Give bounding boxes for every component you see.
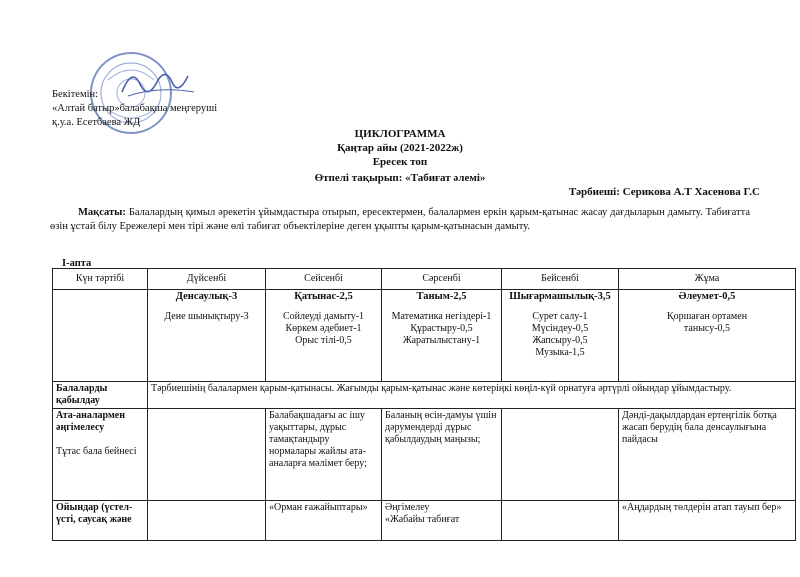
subject-title: Шығармашылық-3,5 [509,291,611,302]
subject-line: Сурет салу-1 [532,311,588,322]
doc-group: Ересек топ [372,156,428,168]
col-header: Сәрсенбі [382,269,502,290]
goal-text: Балалардың қимыл әрекетін ұйымдастыра отырып, ересектермен, балалармен еркін қарым-қатынас жасау дағдыларын дамыту. Табиғатта өзін ұстай білу Ережелері мен тірі және өлі табиғат объектілеріне деген ұқыпты қарым-қатынасын дамыту. [50,207,751,232]
col-header: Жұма [619,269,796,290]
subject-line: Жаратылыстану-1 [402,335,481,346]
table-cell [148,501,266,541]
table-row [53,409,796,501]
col-header: Бейсенбі [502,269,619,290]
col-header: Күн тәртібі [53,269,148,290]
subject-title: Денсаулық-3 [175,291,238,302]
schedule-table [52,268,796,541]
approval-line: «Алтай батыр»балабақша меңгеруші [52,103,218,114]
subject-line: Орыс тілі-0,5 [295,335,352,346]
doc-theme: Өтпелі тақырып: «Табиғат әлемі» [314,172,486,184]
table-cell [502,409,619,501]
week-label: I-апта [62,258,92,269]
cell-line: Әңгімелеу [385,502,430,513]
table-cell: Баланың өсін-дамуы үшін дәрумендерді дұрыс қабылдаудың маңызы; [382,409,502,501]
subject-line: танысу-0,5 [683,323,731,334]
subject-line: Көркем әдебиет-1 [285,323,362,334]
table-row [53,290,796,382]
reception-text: Тәрбиешінің балалармен қарым-қатынасы. Жағымды қарым-қатынас және көтеріңкі көңіл-күй орнатуға әртүрлі ойындар ұйымдастыру. [148,382,796,409]
subject-cell [266,290,382,382]
table-cell [53,290,148,382]
table-row [53,382,796,409]
table-cell: Дәнді-дақылдардан ертеңгілік ботқа жасап берудің бала денсаулығына пайдасы [619,409,796,501]
row-label: Балаларды қабылдау [53,382,148,409]
approval-line: қ.у.а. Есетбаева ЖД [52,117,141,128]
table-header-row [53,269,796,290]
table-cell [382,501,502,541]
subject-cell [619,290,796,382]
subject-cell [382,290,502,382]
row-label: Ата-аналармен әңгімелесу [56,410,125,433]
doc-month: Қаңтар айы (2021-2022ж) [337,142,463,154]
row-label: Ойындар (үстел-үсті, саусақ және [53,501,148,541]
subject-title: Әлеумет-0,5 [678,291,736,302]
table-cell: Балабақшадағы ас ішу уақыттары, дұрыс тамақтандыру нормалары жайлы ата-аналарға мәлімет беру; [266,409,382,501]
table-row [53,501,796,541]
subject-line: Сойлеуді дамыту-1 [282,311,365,322]
subject-line: Құрастыру-0,5 [410,323,473,334]
col-header: Сейсенбі [266,269,382,290]
table-cell: «Аңдардың төлдерін атап тауып бер» [619,501,796,541]
subject-cell [148,290,266,382]
col-header: Дүйсенбі [148,269,266,290]
subject-title: Қатынас-2,5 [294,291,353,302]
subject-line: Қоршаған ортамен [666,311,748,322]
subject-line: Музыка-1,5 [535,347,585,358]
subject-line: Дене шынықтыру-3 [164,311,249,322]
table-cell: «Орман ғажайыптары» [266,501,382,541]
approval-block [52,88,217,130]
table-cell [502,501,619,541]
row-label-cell [53,409,148,501]
cell-line: «Жабайы табиғат [385,514,460,525]
approval-line: Бекітемін: [52,89,99,100]
doc-title: ЦИКЛОГРАММА [354,128,446,140]
row-sublabel: Тұтас бала бейнесі [56,446,137,457]
subject-line: Мүсіндеу-0,5 [531,323,589,334]
subject-cell [502,290,619,382]
teachers: Тәрбиеші: Серикова А.Т Хасенова Г.С [568,186,760,198]
subject-line: Жапсыру-0,5 [532,335,588,346]
subject-line: Математика негіздері-1 [391,311,492,322]
table-cell [148,409,266,501]
subject-title: Таным-2,5 [416,291,467,302]
goal-label: Мақсаты: [78,207,126,218]
goal-paragraph [50,206,750,234]
